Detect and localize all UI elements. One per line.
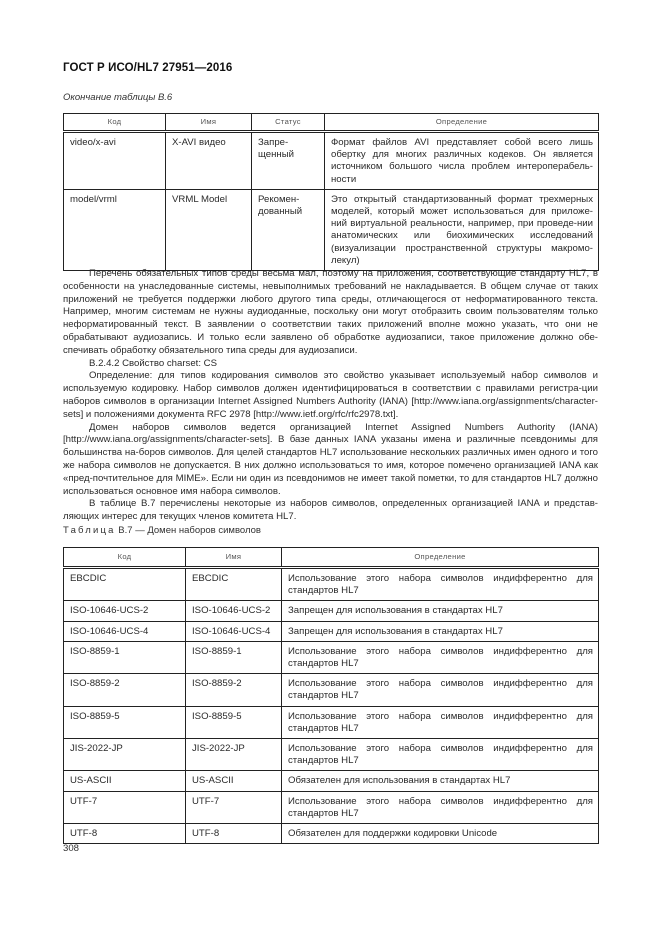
table-row (64, 791, 599, 823)
table-header-row (64, 548, 599, 568)
section-heading-b2-4-2: B.2.4.2 Свойство charset: CS (89, 357, 217, 369)
cell-definition: Обязателен для поддержки кодировки Unicode (282, 824, 599, 844)
cell-name: UTF-8 (186, 824, 282, 844)
cell-name: ISO-10646-UCS-2 (186, 601, 282, 621)
column-header-status: Статус (252, 114, 325, 132)
cell-name: JIS-2022-JP (186, 739, 282, 771)
paragraph-charset-definition: Определение: для типов кодирования символов это свойство указывает используемый набор символов и используемую кодировку. Набор символов должен идентифицироваться в соответствии с правилами регистра-ции наборов символов в организации Internet Assigned Numbers Authority (IANA) [http://www.iana.org/assignments/character-sets] и положениями документа RFC 2978 [http://www.ietf.org/rfc/rfc2978.txt]. (63, 370, 598, 420)
cell-code: EBCDIC (64, 568, 186, 601)
cell-name: ISO-10646-UCS-4 (186, 621, 282, 641)
cell-definition: Обязателен для использования в стандартах HL7 (282, 771, 599, 791)
paragraph-charset-domain: Домен наборов символов ведется организацией Internet Assigned Numbers Authority (IANA) [http://www.iana.org/assignments/character-sets]. В базе данных IANA указаны имена и различные псевдонимы для большинства на-боров символов. Для целей стандартов HL7 использование нескольких различных имен одного и того же набора символов не допускается. В них должно использоваться то имя, которое помечено организацией IANA как «пред-почтительное для MIME». Если ни один из псевдонимов не имеет такой пометки, то для стандартов HL7 должно использоваться основное имя набора символов. (63, 421, 598, 497)
cell-code: JIS-2022-JP (64, 739, 186, 771)
cell-status: Запре- щенный (252, 132, 325, 190)
table-header-row (64, 114, 599, 132)
table-row (64, 739, 599, 771)
column-header-definition: Определение (325, 114, 599, 132)
table-row (64, 132, 599, 190)
document-title: ГОСТ Р ИСО/HL7 27951—2016 (63, 62, 233, 74)
body-text (63, 268, 598, 524)
table-b7-caption (63, 525, 261, 536)
cell-definition: Использование этого набора символов индифферентно для стандартов HL7 (282, 641, 599, 673)
cell-code: UTF-8 (64, 824, 186, 844)
cell-definition: Использование этого набора символов индифферентно для стандартов HL7 (282, 706, 599, 738)
table-row (64, 621, 599, 641)
cell-code: model/vrml (64, 189, 166, 270)
cell-name: ISO-8859-5 (186, 706, 282, 738)
cell-name: VRML Model (166, 189, 252, 270)
column-header-name: Имя (186, 548, 282, 568)
cell-status: Рекомен- дованный (252, 189, 325, 270)
cell-name: US-ASCII (186, 771, 282, 791)
cell-code: ISO-8859-5 (64, 706, 186, 738)
table-row (64, 568, 599, 601)
table-b7 (63, 547, 599, 844)
table-row (64, 601, 599, 621)
table-row (64, 189, 599, 270)
paragraph-mandatory-media-types: Перечень обязательных типов среды весьма мал, поэтому на приложения, соответствующие стандарту HL7, в особенности на унаследованные системы, невыполнимых требований не накладывается. В общем случае от таких приложений не требуется поддержки любого другого типа среды, отличающегося от неформатированного текста. Например, многим системам не нужны аудиоданные, поскольку они могут отобразить своим пользователям только неформатированный текст. В заявлении о соответствии таких приложений вполне можно указать, что они не обрабатывают аудиозапись. И только если заявлено об обработке аудиозаписи, такое приложение должно обе-спечивать обработку обязательного типа среды для аудиозаписи. (63, 268, 598, 356)
cell-code: ISO-8859-1 (64, 641, 186, 673)
cell-code: video/x-avi (64, 132, 166, 190)
table-row (64, 674, 599, 706)
table-b7-caption-label: Таблица (63, 525, 116, 536)
cell-definition: Использование этого набора символов индифферентно для стандартов HL7 (282, 739, 599, 771)
column-header-code: Код (64, 114, 166, 132)
cell-code: US-ASCII (64, 771, 186, 791)
table-row (64, 641, 599, 673)
cell-code: ISO-10646-UCS-4 (64, 621, 186, 641)
cell-definition: Использование этого набора символов индифферентно для стандартов HL7 (282, 674, 599, 706)
cell-definition: Использование этого набора символов индифферентно для стандартов HL7 (282, 791, 599, 823)
cell-definition: Это открытый стандартизованный формат трехмерных моделей, который может использоваться для приложе-ний виртуальной реальности, например, при проведе-нии анатомических или биохимических исследований (визуализации пространственной структуры макромо-лекул) (325, 189, 599, 270)
cell-definition: Формат файлов AVI представляет собой всего лишь обертку для многих различных кодеков. Он является источником большого числа проблем интероперабель-ности (325, 132, 599, 190)
table-row (64, 824, 599, 844)
cell-name: X-AVI видео (166, 132, 252, 190)
cell-definition: Использование этого набора символов индифферентно для стандартов HL7 (282, 568, 599, 601)
table-b6-caption: Окончание таблицы B.6 (63, 92, 173, 103)
cell-name: ISO-8859-1 (186, 641, 282, 673)
cell-code: ISO-8859-2 (64, 674, 186, 706)
table-row (64, 706, 599, 738)
table-row (64, 771, 599, 791)
cell-code: ISO-10646-UCS-2 (64, 601, 186, 621)
table-b7-caption-text: B.7 — Домен наборов символов (118, 525, 261, 536)
cell-name: EBCDIC (186, 568, 282, 601)
page-number: 308 (63, 843, 80, 854)
cell-definition: Запрещен для использования в стандартах HL7 (282, 621, 599, 641)
cell-code: UTF-7 (64, 791, 186, 823)
column-header-definition: Определение (282, 548, 599, 568)
table-b6 (63, 113, 599, 271)
cell-definition: Запрещен для использования в стандартах HL7 (282, 601, 599, 621)
cell-name: UTF-7 (186, 791, 282, 823)
cell-name: ISO-8859-2 (186, 674, 282, 706)
column-header-code: Код (64, 548, 186, 568)
paragraph-table-b7-intro: В таблице B.7 перечислены некоторые из наборов символов, определенных организацией IANA и представ-ляющих интерес для текущих членов комитета HL7. (63, 498, 598, 523)
column-header-name: Имя (166, 114, 252, 132)
